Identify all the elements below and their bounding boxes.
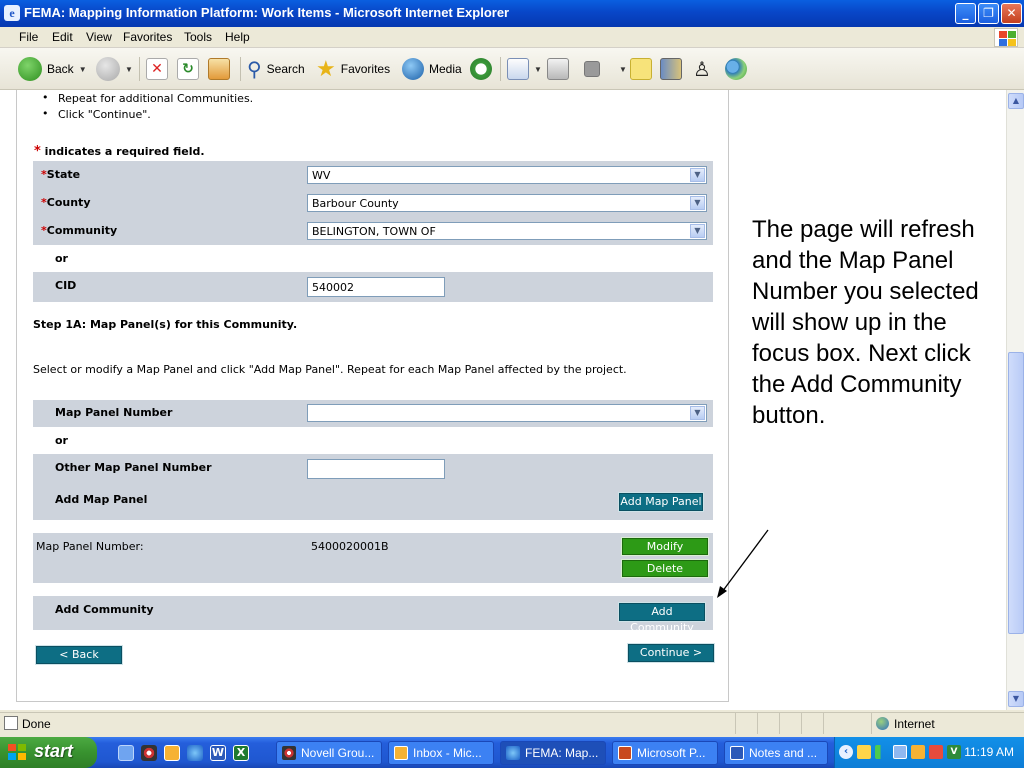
modify-button[interactable]: Modify (622, 538, 708, 555)
add-map-panel-button[interactable]: Add Map Panel (619, 493, 703, 511)
vertical-scrollbar[interactable] (1006, 90, 1024, 710)
globe-icon (402, 58, 424, 80)
county-label-text: County (46, 196, 91, 209)
other-map-panel-input[interactable] (307, 459, 445, 479)
status-cell (801, 713, 823, 734)
required-star: * (41, 168, 47, 181)
windows-logo-icon (994, 28, 1018, 47)
county-select[interactable] (307, 194, 707, 212)
or-label: or (55, 434, 68, 447)
instructions-text: Select or modify a Map Panel and click "Add Map Panel". Repeat for each Map Panel affected by the project. (33, 363, 627, 376)
required-star: * (41, 196, 47, 209)
task-label: FEMA: Map... (525, 746, 599, 760)
cid-input[interactable]: 540002 (307, 277, 445, 297)
bullet-text: Click "Continue". (58, 108, 151, 121)
bullet-text: Repeat for additional Communities. (58, 92, 254, 105)
chevron-down-icon[interactable]: ▼ (690, 168, 705, 182)
printer-icon (547, 58, 569, 80)
status-text: Done (22, 717, 51, 731)
map-panel-entry-row (33, 533, 713, 583)
network-signal-icon[interactable] (875, 745, 889, 759)
show-desktop-icon[interactable] (118, 745, 134, 761)
menu-edit[interactable]: Edit (52, 30, 73, 44)
outlook-icon (394, 746, 408, 760)
required-star: * (34, 144, 41, 159)
back-page-button[interactable]: < Back (36, 646, 122, 664)
zone-cell (871, 713, 1024, 734)
community-value: BELINGTON, TOWN OF (312, 225, 436, 238)
home-button[interactable] (208, 55, 230, 83)
other-map-panel-block (33, 454, 713, 520)
mail-icon (507, 58, 529, 80)
home-icon (208, 58, 230, 80)
favorites-button[interactable] (316, 55, 390, 83)
or-label: or (55, 252, 68, 265)
minimize-button[interactable]: _ (955, 3, 976, 24)
add-map-panel-label: Add Map Panel (55, 493, 148, 506)
word-icon[interactable]: W (211, 746, 225, 759)
powerpoint-icon (618, 746, 632, 760)
back-button[interactable] (18, 55, 87, 83)
other-map-panel-label: Other Map Panel Number (55, 461, 212, 474)
person-icon: ♙ (693, 57, 711, 81)
back-label: Back (47, 62, 74, 76)
research-button[interactable] (660, 55, 682, 83)
status-bar (0, 712, 1024, 734)
windows-flag-icon (8, 744, 28, 761)
edit-icon (584, 61, 600, 77)
add-community-row (33, 596, 713, 634)
continue-button[interactable]: Continue > (628, 644, 714, 662)
status-cell (823, 713, 871, 734)
annotation-callout: The page will refresh and the Map Panel Number you selected will show up in the focus box. Next click the Add Community button. (752, 216, 979, 429)
delete-button[interactable]: Delete (622, 560, 708, 577)
globe-icon (876, 717, 889, 730)
bullet-item (44, 92, 253, 105)
print-button[interactable] (547, 55, 569, 83)
back-arrow-icon (18, 57, 42, 81)
required-star: * (41, 224, 47, 237)
ie-icon (506, 746, 520, 760)
menu-favorites[interactable]: Favorites (123, 30, 173, 44)
menu-tools[interactable]: Tools (184, 30, 213, 44)
map-panel-number-select[interactable] (307, 404, 707, 422)
add-community-label: Add Community (55, 603, 154, 616)
ie-toolbar (0, 48, 1024, 90)
antivirus-icon[interactable] (929, 745, 943, 759)
county-value: Barbour County (312, 197, 399, 210)
community-select[interactable] (307, 222, 707, 240)
novell-icon[interactable] (141, 745, 157, 761)
annotation-arrow (700, 520, 780, 610)
cid-label: CID (55, 279, 77, 292)
status-cell (735, 713, 757, 734)
search-button[interactable] (247, 55, 305, 83)
map-panel-entry-label: Map Panel Number: (36, 540, 144, 553)
forward-arrow-icon (96, 57, 120, 81)
window-titlebar[interactable] (0, 0, 1024, 27)
community-label-text: Community (46, 224, 118, 237)
note-icon (630, 58, 652, 80)
bullet-item (44, 108, 151, 121)
star-icon: ★ (316, 56, 336, 82)
menu-file[interactable]: File (19, 30, 39, 44)
toolbar-separator (240, 57, 241, 81)
tray-app-icon[interactable] (857, 745, 871, 759)
messenger-button[interactable] (693, 55, 711, 83)
favorites-label: Favorites (340, 62, 391, 76)
system-tray (834, 737, 1024, 768)
outlook-tray-icon[interactable] (911, 745, 925, 759)
required-note-text: indicates a required field. (40, 145, 205, 158)
state-label-text: State (46, 168, 81, 181)
page-status-icon (4, 716, 18, 730)
scroll-up-icon[interactable]: ▲ (1008, 93, 1024, 109)
state-label (41, 168, 80, 181)
contacts-button[interactable] (725, 55, 747, 83)
network-icon[interactable] (893, 745, 907, 759)
outlook-icon[interactable] (164, 745, 180, 761)
people-icon (725, 58, 747, 80)
chevron-down-icon[interactable]: ▼ (690, 406, 705, 420)
books-icon (660, 58, 682, 80)
taskbar (0, 737, 1024, 768)
county-label (41, 196, 91, 209)
media-button[interactable] (402, 55, 462, 83)
toolbar-separator (500, 57, 501, 81)
search-label: Search (266, 62, 305, 76)
window-title: FEMA: Mapping Information Platform: Work Items - Microsoft Internet Explorer (24, 5, 510, 20)
state-value: WV (312, 169, 331, 182)
task-inbox[interactable] (388, 741, 494, 765)
task-notes[interactable] (724, 741, 828, 765)
community-label (41, 224, 117, 237)
step-1a-heading: Step 1A: Map Panel(s) for this Community. (33, 318, 298, 331)
ie-icon: e (4, 5, 20, 21)
close-button[interactable]: ✕ (1001, 3, 1022, 24)
forward-button[interactable] (96, 55, 133, 83)
tray-vpn-icon[interactable]: V (947, 745, 961, 759)
task-label: Novell Grou... (301, 746, 375, 760)
tray-expand-icon[interactable]: ‹ (839, 745, 853, 759)
history-icon (470, 58, 492, 80)
word-icon (730, 746, 744, 760)
stop-button[interactable] (146, 55, 168, 83)
cid-row (33, 272, 713, 302)
scroll-thumb[interactable] (1008, 352, 1024, 634)
refresh-button[interactable] (177, 55, 199, 83)
back-dropdown-icon[interactable]: ▼ (78, 64, 87, 74)
zone-label: Internet (894, 717, 935, 731)
forward-dropdown-icon[interactable]: ▼ (125, 64, 133, 74)
status-cell (757, 713, 779, 734)
menu-help[interactable]: Help (225, 30, 250, 44)
status-cell (779, 713, 801, 734)
edit-button[interactable] (584, 55, 627, 83)
task-label: Microsoft P... (637, 746, 706, 760)
location-fields-block (33, 161, 713, 245)
scroll-down-icon[interactable]: ▼ (1008, 691, 1024, 707)
map-panel-number-row (33, 400, 713, 427)
search-icon: ⚲ (247, 57, 262, 81)
discuss-button[interactable] (630, 55, 652, 83)
task-powerpoint[interactable] (612, 741, 718, 765)
toolbar-separator (139, 57, 140, 81)
task-label: Inbox - Mic... (413, 746, 482, 760)
chevron-down-icon[interactable]: ▼ (690, 196, 705, 210)
stop-icon: ✕ (146, 58, 168, 80)
menu-bar (0, 27, 1024, 48)
mail-button[interactable] (507, 55, 542, 83)
map-panel-number-label: Map Panel Number (55, 406, 173, 419)
task-novell[interactable] (276, 741, 382, 765)
clock[interactable]: 11:19 AM (964, 745, 1014, 759)
add-community-button[interactable]: Add Community (619, 603, 705, 621)
required-field-note (34, 144, 205, 159)
task-label: Notes and ... (749, 746, 818, 760)
novell-icon (282, 746, 296, 760)
start-button[interactable] (0, 737, 97, 768)
excel-icon[interactable]: X (233, 745, 249, 761)
refresh-icon: ↻ (177, 58, 199, 80)
ie-quicklaunch-icon[interactable] (187, 745, 203, 761)
maximize-button[interactable]: ❐ (978, 3, 999, 24)
task-fema[interactable] (500, 741, 606, 765)
edit-dropdown-icon[interactable]: ▼ (619, 64, 627, 74)
chevron-down-icon[interactable]: ▼ (690, 224, 705, 238)
history-button[interactable] (470, 55, 492, 83)
start-label: start (34, 741, 74, 761)
media-label: Media (429, 62, 462, 76)
mail-dropdown-icon[interactable]: ▼ (534, 64, 542, 74)
map-panel-entry-value: 5400020001B (311, 540, 389, 553)
state-select[interactable] (307, 166, 707, 184)
menu-view[interactable]: View (86, 30, 112, 44)
